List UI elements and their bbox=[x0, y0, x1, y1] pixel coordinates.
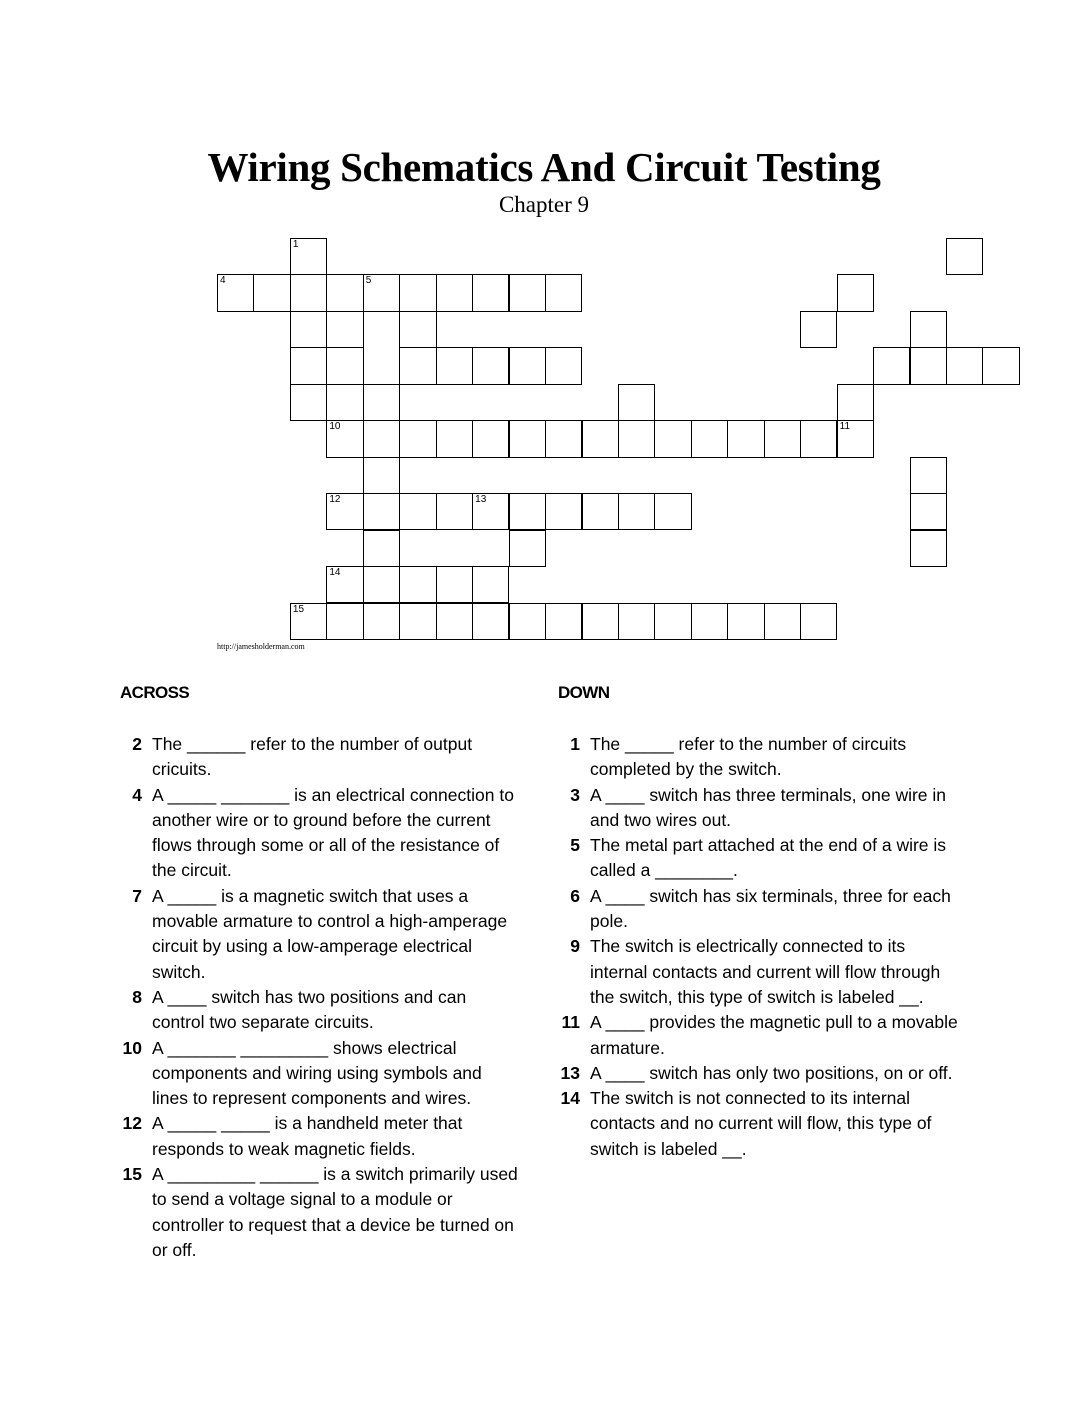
grid-cell[interactable] bbox=[582, 420, 619, 457]
grid-cell[interactable] bbox=[509, 493, 546, 530]
clue-number-label: 5 bbox=[365, 275, 372, 287]
grid-cell[interactable] bbox=[363, 274, 400, 311]
grid-cell[interactable] bbox=[472, 566, 509, 603]
clue-number: 7 bbox=[132, 885, 142, 906]
grid-cell[interactable] bbox=[910, 347, 947, 384]
grid-cell[interactable] bbox=[618, 420, 655, 457]
grid-cell[interactable] bbox=[691, 603, 728, 640]
grid-cell[interactable] bbox=[326, 420, 363, 457]
down-clue bbox=[558, 783, 958, 834]
grid-cell[interactable] bbox=[290, 311, 327, 348]
grid-cell[interactable] bbox=[509, 274, 546, 311]
across-heading: ACROSS bbox=[120, 683, 190, 702]
grid-cell[interactable] bbox=[326, 603, 363, 640]
grid-cell[interactable] bbox=[982, 347, 1019, 384]
clue-text: A _______ _________ shows electrical components and wiring using symbols and lines to represent components and wires. bbox=[152, 1037, 482, 1109]
clue-number-label: 13 bbox=[475, 494, 487, 506]
grid-cell[interactable] bbox=[290, 274, 327, 311]
grid-cell[interactable] bbox=[290, 238, 327, 275]
down-heading: DOWN bbox=[558, 683, 610, 702]
across-clue bbox=[120, 732, 520, 783]
clue-text: A _____ _______ is an electrical connection to another wire or to ground before the current flows through some or all of the resistance of the circuit. bbox=[152, 784, 514, 881]
grid-cell[interactable] bbox=[472, 274, 509, 311]
grid-cell[interactable] bbox=[363, 384, 400, 421]
grid-cell[interactable] bbox=[545, 274, 582, 311]
grid-cell[interactable] bbox=[618, 384, 655, 421]
grid-cell[interactable] bbox=[436, 274, 473, 311]
clue-number: 12 bbox=[122, 1113, 142, 1134]
across-clue bbox=[120, 1162, 520, 1263]
grid-cell[interactable] bbox=[472, 347, 509, 384]
down-clue bbox=[558, 1086, 958, 1162]
grid-cell[interactable] bbox=[253, 274, 290, 311]
grid-cell[interactable] bbox=[399, 311, 436, 348]
across-clue bbox=[120, 884, 520, 985]
clue-text: A ____ provides the magnetic pull to a movable armature. bbox=[590, 1012, 958, 1058]
grid-cell[interactable] bbox=[654, 603, 691, 640]
down-clue bbox=[558, 833, 958, 884]
clue-number-label: 14 bbox=[329, 567, 341, 579]
grid-cell[interactable] bbox=[363, 530, 400, 567]
grid-cell[interactable] bbox=[837, 384, 874, 421]
grid-cell[interactable] bbox=[800, 603, 837, 640]
clue-number-label: 4 bbox=[220, 275, 226, 287]
grid-cell[interactable] bbox=[399, 493, 436, 530]
grid-cell[interactable] bbox=[472, 603, 509, 640]
grid-cell[interactable] bbox=[326, 566, 363, 603]
grid-cell[interactable] bbox=[363, 420, 400, 457]
grid-cell[interactable] bbox=[472, 420, 509, 457]
grid-cell[interactable] bbox=[290, 384, 327, 421]
clue-number: 4 bbox=[132, 784, 142, 805]
clue-text: A ____ switch has only two positions, on or off. bbox=[590, 1062, 953, 1083]
grid-cell[interactable] bbox=[837, 420, 874, 457]
across-clue bbox=[120, 985, 520, 1036]
grid-cell[interactable] bbox=[436, 347, 473, 384]
grid-cell[interactable] bbox=[399, 603, 436, 640]
grid-cell[interactable] bbox=[363, 457, 400, 494]
down-clue bbox=[558, 1010, 958, 1061]
across-clue bbox=[120, 783, 520, 884]
grid-cell[interactable] bbox=[582, 603, 619, 640]
grid-cell[interactable] bbox=[326, 311, 363, 348]
grid-cell[interactable] bbox=[654, 420, 691, 457]
clue-number-label: 10 bbox=[329, 421, 341, 433]
clue-number: 15 bbox=[122, 1164, 142, 1185]
clue-number: 11 bbox=[561, 1012, 580, 1033]
footer-url: http://jamesholderman.com bbox=[217, 642, 305, 651]
grid-cell[interactable] bbox=[363, 493, 400, 530]
grid-cell[interactable] bbox=[363, 566, 400, 603]
grid-cell[interactable] bbox=[509, 603, 546, 640]
clue-number: 1 bbox=[570, 734, 580, 754]
grid-cell[interactable] bbox=[545, 347, 582, 384]
grid-cell[interactable] bbox=[691, 420, 728, 457]
clue-text: The ______ refer to the number of output cricuits. bbox=[152, 734, 473, 780]
grid-cell[interactable] bbox=[217, 274, 254, 311]
grid-cell[interactable] bbox=[290, 603, 327, 640]
grid-cell[interactable] bbox=[545, 420, 582, 457]
clue-number-label: 1 bbox=[292, 239, 299, 250]
clue-number: 14 bbox=[560, 1088, 580, 1109]
page-subtitle: Chapter 9 bbox=[498, 192, 590, 217]
clue-text: A ____ switch has two positions and can control two separate circuits. bbox=[152, 986, 467, 1033]
down-clue bbox=[558, 884, 958, 935]
grid-cell[interactable] bbox=[509, 530, 546, 567]
clue-text: The switch is not connected to its internal contacts and no current will flow, this type of switch is labeled __. bbox=[590, 1088, 932, 1159]
grid-cell[interactable] bbox=[472, 493, 509, 530]
grid-cell[interactable] bbox=[509, 420, 546, 457]
page-title: Wiring Schematics And Circuit Testing bbox=[207, 144, 881, 190]
grid-cell[interactable] bbox=[326, 274, 363, 311]
clue-number: 8 bbox=[132, 986, 142, 1007]
grid-cell[interactable] bbox=[436, 603, 473, 640]
across-clue bbox=[120, 1111, 520, 1162]
grid-cell[interactable] bbox=[399, 566, 436, 603]
grid-cell[interactable] bbox=[654, 493, 691, 530]
clue-number: 5 bbox=[570, 835, 580, 856]
down-clue bbox=[558, 934, 958, 1010]
grid-cell[interactable] bbox=[363, 603, 400, 640]
grid-cell[interactable] bbox=[436, 420, 473, 457]
clue-number: 13 bbox=[560, 1062, 580, 1083]
clue-number-label: 15 bbox=[292, 603, 305, 615]
clue-number-label: 11 bbox=[839, 421, 851, 433]
grid-cell[interactable] bbox=[618, 493, 655, 530]
down-clue bbox=[558, 1061, 958, 1086]
grid-cell[interactable] bbox=[436, 566, 473, 603]
grid-cell[interactable] bbox=[727, 603, 764, 640]
grid-cell[interactable] bbox=[910, 311, 947, 348]
clue-number: 9 bbox=[570, 936, 580, 957]
clue-number-label: 12 bbox=[329, 494, 341, 506]
grid-cell[interactable] bbox=[910, 530, 947, 567]
clue-text: A ____ switch has six terminals, three for each pole. bbox=[590, 885, 951, 932]
grid-cell[interactable] bbox=[436, 493, 473, 530]
down-clue bbox=[558, 732, 958, 783]
grid-cell[interactable] bbox=[764, 420, 801, 457]
grid-cell[interactable] bbox=[399, 274, 436, 311]
clue-text: The metal part attached at the end of a wire is called a ________. bbox=[590, 835, 947, 881]
clue-text: A _________ ______ is a switch primarily used to send a voltage signal to a module or controller to request that a device be turned on or off. bbox=[152, 1164, 518, 1260]
grid-cell[interactable] bbox=[399, 347, 436, 384]
grid-cell[interactable] bbox=[873, 347, 910, 384]
clue-text: The _____ refer to the number of circuits completed by the switch. bbox=[590, 734, 907, 780]
grid-cell[interactable] bbox=[764, 603, 801, 640]
grid-cell[interactable] bbox=[910, 457, 947, 494]
grid-cell[interactable] bbox=[399, 420, 436, 457]
clue-number: 10 bbox=[122, 1037, 142, 1058]
clue-number: 3 bbox=[570, 784, 580, 805]
down-clue-list bbox=[558, 732, 958, 1162]
crossword-grid bbox=[0, 0, 1088, 660]
grid-cell[interactable] bbox=[800, 311, 837, 348]
clue-number: 2 bbox=[132, 734, 142, 754]
grid-cell[interactable] bbox=[618, 603, 655, 640]
grid-cell[interactable] bbox=[509, 347, 546, 384]
grid-cell[interactable] bbox=[290, 347, 327, 384]
grid-cell[interactable] bbox=[582, 493, 619, 530]
grid-cell[interactable] bbox=[545, 603, 582, 640]
grid-cell[interactable] bbox=[800, 420, 837, 457]
grid-cell[interactable] bbox=[727, 420, 764, 457]
across-clue bbox=[120, 1036, 520, 1112]
clue-text: A _____ _____ is a handheld meter that responds to weak magnetic fields. bbox=[152, 1113, 463, 1159]
clue-text: A ____ switch has three terminals, one wire in and two wires out. bbox=[590, 784, 947, 830]
grid-cell[interactable] bbox=[946, 238, 983, 275]
grid-cell[interactable] bbox=[326, 347, 363, 384]
across-clue-list bbox=[120, 732, 520, 1263]
clue-text: A _____ is a magnetic switch that uses a movable armature to control a high-amperage circuit by using a low-amperage electrical switch. bbox=[152, 885, 508, 982]
grid-cell[interactable] bbox=[326, 493, 363, 530]
grid-cell[interactable] bbox=[837, 274, 874, 311]
clue-number: 6 bbox=[570, 885, 580, 906]
grid-cell[interactable] bbox=[910, 493, 947, 530]
clue-text: The switch is electrically connected to its internal contacts and current will flow through the switch, this type of switch is labeled __. bbox=[590, 936, 941, 1007]
grid-cell[interactable] bbox=[946, 347, 983, 384]
grid-cell[interactable] bbox=[545, 493, 582, 530]
